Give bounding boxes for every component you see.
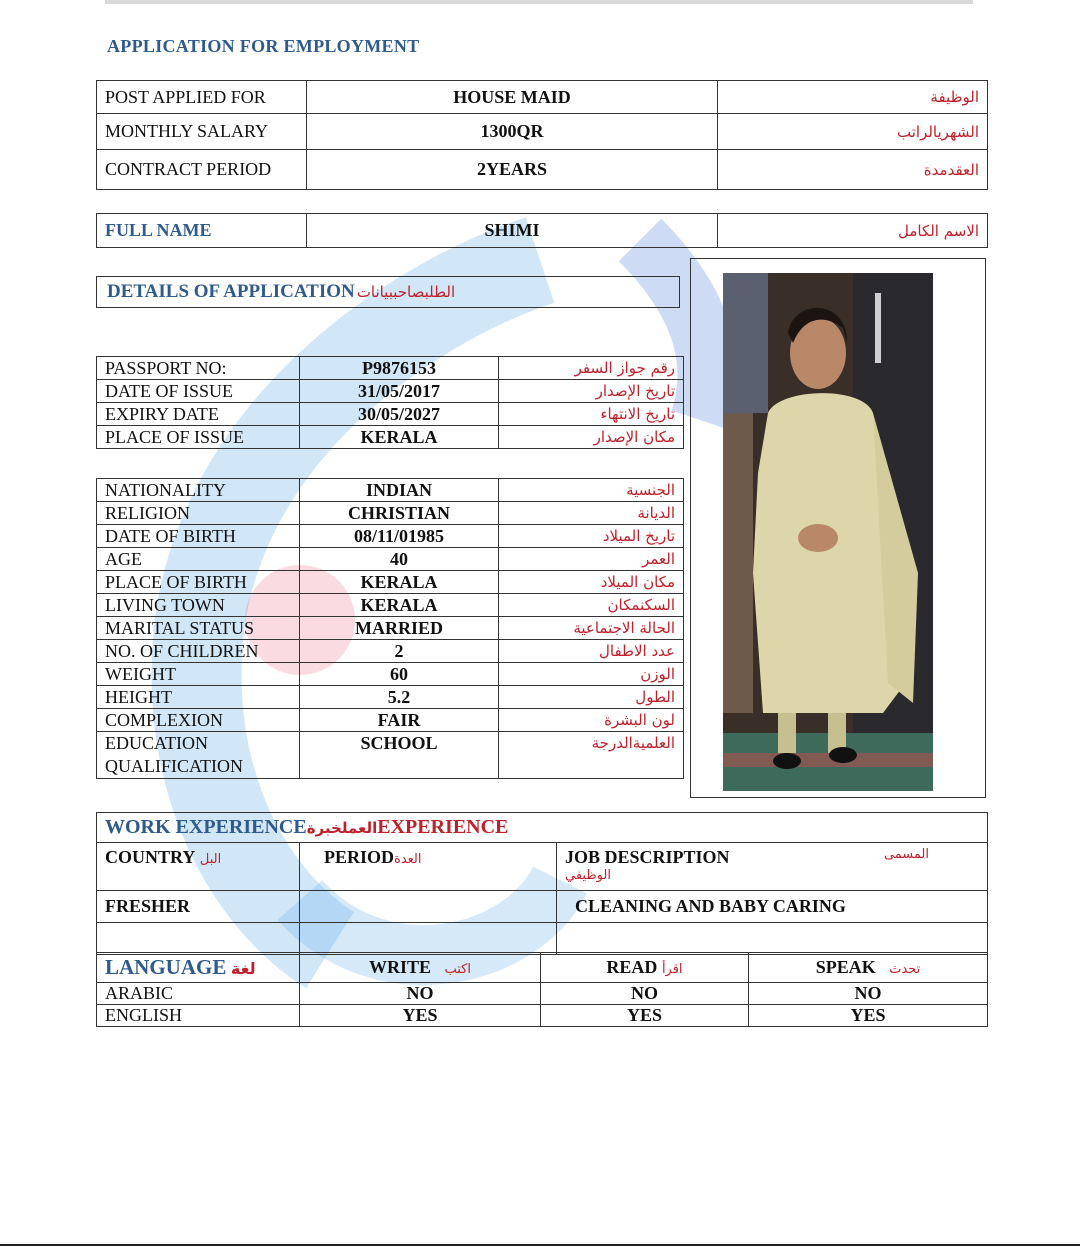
nationality-value: INDIAN	[300, 479, 499, 502]
table-row	[97, 81, 988, 114]
marital-ar: الحالة الاجتماعية	[499, 617, 684, 640]
salary-label-ar: الشهريالراتب	[718, 114, 988, 150]
work-period-value	[300, 891, 557, 923]
nationality-ar: الجنسية	[499, 479, 684, 502]
period-header-label: PERIOD	[324, 847, 395, 867]
weight-label: WEIGHT	[97, 663, 300, 686]
post-label-ar: الوظيفة	[718, 81, 988, 114]
language-title: LANGUAGE	[105, 955, 227, 979]
passport-table	[96, 356, 684, 449]
religion-ar: الديانة	[499, 502, 684, 525]
dob-ar: تاريخ الميلاد	[499, 525, 684, 548]
expiry-date-value: 30/05/2027	[300, 403, 499, 426]
full-name-table	[96, 213, 988, 248]
work-experience-heading	[97, 813, 988, 843]
work-empty-cell	[300, 923, 557, 955]
education-label-line1: EDUCATION	[105, 733, 208, 753]
complexion-ar: لون البشرة	[499, 709, 684, 732]
children-value: 2	[300, 640, 499, 663]
language-title-ar: لغة	[230, 959, 256, 978]
table-row	[97, 732, 684, 779]
passport-no-ar: رقم جواز السفر	[499, 357, 684, 380]
job-header-label: JOB DESCRIPTION	[565, 847, 730, 867]
write-label-ar: اكتب	[444, 962, 471, 977]
language-header	[97, 953, 300, 983]
table-row	[97, 813, 988, 843]
bottom-rule	[0, 1244, 1080, 1246]
language-table	[96, 952, 988, 1027]
expiry-date-label: EXPIRY DATE	[97, 403, 300, 426]
table-row	[97, 953, 988, 983]
english-write: YES	[300, 1005, 541, 1027]
contract-label-ar: العقدمدة	[718, 150, 988, 190]
table-row	[97, 663, 684, 686]
language-english: ENGLISH	[97, 1005, 300, 1027]
details-heading	[96, 276, 680, 308]
table-row	[97, 571, 684, 594]
table-row	[97, 548, 684, 571]
issue-date-label: DATE OF ISSUE	[97, 380, 300, 403]
job-header	[557, 843, 988, 891]
table-row	[97, 502, 684, 525]
write-header	[300, 953, 541, 983]
work-title-ar: العملخبرة	[306, 819, 378, 837]
religion-value: CHRISTIAN	[300, 502, 499, 525]
page-title: APPLICATION FOR EMPLOYMENT	[107, 36, 420, 56]
table-row	[97, 594, 684, 617]
table-row	[97, 426, 684, 449]
period-header-ar: العدة	[394, 852, 422, 867]
table-row	[97, 380, 684, 403]
salary-value: 1300QR	[307, 114, 718, 150]
work-country-value: FRESHER	[97, 891, 300, 923]
table-row	[97, 891, 988, 923]
education-value: SCHOOL	[300, 732, 499, 779]
table-row	[97, 983, 988, 1005]
expiry-date-ar: تاريخ الانتهاء	[499, 403, 684, 426]
age-ar: العمر	[499, 548, 684, 571]
job-header-ar2: الوظيفي	[565, 868, 611, 883]
education-label-line2: QUALIFICATION	[105, 756, 243, 776]
complexion-label: COMPLEXION	[97, 709, 300, 732]
height-value: 5.2	[300, 686, 499, 709]
job-header-ar: المسمى	[883, 847, 929, 862]
height-ar: الطول	[499, 686, 684, 709]
children-ar: عدد الاطفال	[499, 640, 684, 663]
work-empty-cell	[97, 923, 300, 955]
speak-label-ar: تحدث	[889, 962, 921, 977]
weight-ar: الوزن	[499, 663, 684, 686]
nationality-label: NATIONALITY	[97, 479, 300, 502]
post-table	[96, 80, 988, 190]
full-name-label: FULL NAME	[97, 214, 307, 248]
dob-label: DATE OF BIRTH	[97, 525, 300, 548]
table-row	[97, 709, 684, 732]
issue-date-ar: تاريخ الإصدار	[499, 380, 684, 403]
speak-label: SPEAK	[815, 957, 876, 977]
table-row	[97, 214, 988, 248]
salary-label: MONTHLY SALARY	[97, 114, 307, 150]
table-row	[97, 114, 988, 150]
arabic-read: NO	[541, 983, 749, 1005]
contract-label: CONTRACT PERIOD	[97, 150, 307, 190]
work-title: WORK EXPERIENCE	[105, 816, 307, 838]
english-read: YES	[541, 1005, 749, 1027]
country-header	[97, 843, 300, 891]
weight-value: 60	[300, 663, 499, 686]
read-label: READ	[606, 957, 658, 977]
post-value: HOUSE MAID	[307, 81, 718, 114]
issue-place-ar: مكان الإصدار	[499, 426, 684, 449]
issue-place-label: PLACE OF ISSUE	[97, 426, 300, 449]
speak-header	[749, 953, 988, 983]
read-header	[541, 953, 749, 983]
birth-place-label: PLACE OF BIRTH	[97, 571, 300, 594]
table-row	[97, 403, 684, 426]
religion-label: RELIGION	[97, 502, 300, 525]
contract-value: 2YEARS	[307, 150, 718, 190]
country-header-label: COUNTRY	[105, 847, 196, 867]
birth-place-value: KERALA	[300, 571, 499, 594]
period-header	[300, 843, 557, 891]
details-label: DETAILS OF APPLICATION	[107, 281, 355, 302]
complexion-value: FAIR	[300, 709, 499, 732]
dob-value: 08/11/01985	[300, 525, 499, 548]
age-label: AGE	[97, 548, 300, 571]
arabic-speak: NO	[749, 983, 988, 1005]
full-name-label-ar: الاسم الكامل	[718, 214, 988, 248]
children-label: NO. OF CHILDREN	[97, 640, 300, 663]
arabic-write: NO	[300, 983, 541, 1005]
table-row	[97, 686, 684, 709]
living-town-label: LIVING TOWN	[97, 594, 300, 617]
table-row	[97, 923, 988, 955]
language-arabic: ARABIC	[97, 983, 300, 1005]
table-row	[97, 525, 684, 548]
table-row	[97, 357, 684, 380]
age-value: 40	[300, 548, 499, 571]
table-row	[97, 640, 684, 663]
passport-no-value: P9876153	[300, 357, 499, 380]
education-ar: العلميةالدرجة	[499, 732, 684, 779]
marital-label: MARITAL STATUS	[97, 617, 300, 640]
country-header-ar: البل	[199, 852, 222, 867]
passport-no-label: PASSPORT NO:	[97, 357, 300, 380]
table-row	[97, 1005, 988, 1027]
applicant-photo	[723, 273, 933, 791]
table-row	[97, 150, 988, 190]
table-row	[97, 479, 684, 502]
work-experience-table	[96, 812, 988, 955]
write-label: WRITE	[368, 957, 431, 977]
english-speak: YES	[749, 1005, 988, 1027]
full-name-value: SHIMI	[307, 214, 718, 248]
top-rule	[105, 0, 973, 4]
living-town-value: KERALA	[300, 594, 499, 617]
issue-date-value: 31/05/2017	[300, 380, 499, 403]
details-label-ar: الطلبصاحببيانات	[356, 283, 456, 301]
birth-place-ar: مكان الميلاد	[499, 571, 684, 594]
work-job-value: CLEANING AND BABY CARING	[557, 891, 988, 923]
work-title-red: EXPERIENCE	[377, 816, 509, 838]
work-empty-cell	[557, 923, 988, 955]
table-row	[97, 843, 988, 891]
marital-value: MARRIED	[300, 617, 499, 640]
table-row	[97, 617, 684, 640]
living-town-ar: السكنمكان	[499, 594, 684, 617]
education-label	[97, 732, 300, 779]
height-label: HEIGHT	[97, 686, 300, 709]
post-label: POST APPLIED FOR	[97, 81, 307, 114]
read-label-ar: اقرأ	[661, 962, 683, 977]
issue-place-value: KERALA	[300, 426, 499, 449]
personal-table	[96, 478, 684, 779]
